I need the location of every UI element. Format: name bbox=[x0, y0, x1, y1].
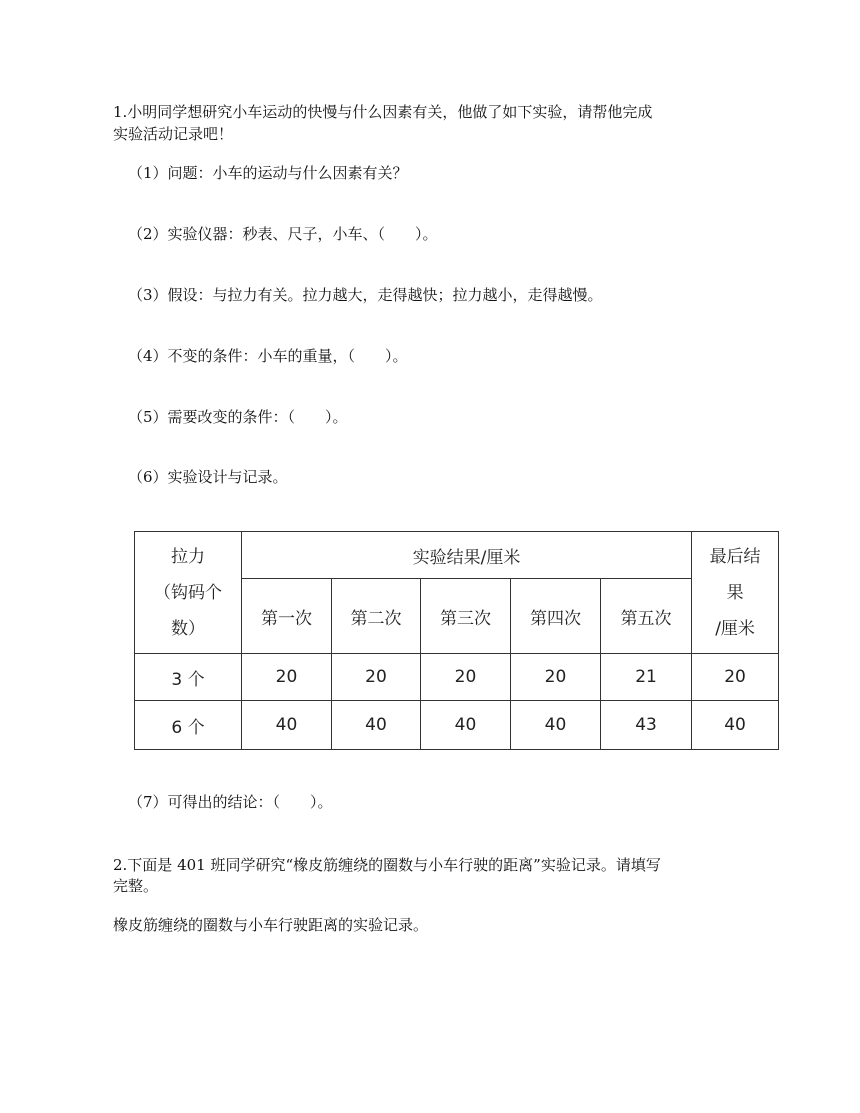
question-2-intro-line-1: 2.下面是 401 班同学研究“橡皮筋缠绕的圈数与小车行驶的距离”实验记录。请填写 bbox=[113, 856, 661, 874]
question-1-intro-line-2: 实验活动记录吧！ bbox=[113, 125, 234, 143]
header-results: 实验结果/厘米 bbox=[242, 532, 692, 579]
question-1-intro-line-1: 1.小明同学想研究小车运动的快慢与什么因素有关，他做了如下实验，请帮他完成 bbox=[113, 103, 653, 121]
row-value: 40 bbox=[511, 701, 601, 750]
header-force-line-2: （钩码个 bbox=[154, 582, 222, 603]
step-1-question: （1）问题：小车的运动与什么因素有关？ bbox=[128, 164, 408, 182]
header-final-line-2: 果 bbox=[726, 582, 744, 603]
header-trial-5: 第五次 bbox=[601, 579, 692, 654]
header-trial-2: 第二次 bbox=[332, 579, 421, 654]
header-force-line-3: 数） bbox=[171, 618, 205, 639]
header-trial-3: 第三次 bbox=[421, 579, 511, 654]
step-6-design-record: （6）实验设计与记录。 bbox=[128, 468, 288, 486]
row-final: 20 bbox=[692, 654, 779, 701]
row-value: 20 bbox=[332, 654, 421, 701]
table-row bbox=[135, 654, 779, 701]
header-final-line-3: /厘米 bbox=[715, 618, 755, 639]
row-value: 40 bbox=[242, 701, 332, 750]
row-force: 3 个 bbox=[135, 654, 242, 701]
header-final-line-1: 最后结 bbox=[709, 546, 761, 567]
header-trial-4: 第四次 bbox=[511, 579, 601, 654]
experiment-record-table bbox=[134, 531, 779, 750]
row-value: 43 bbox=[601, 701, 692, 750]
step-3-hypothesis: （3）假设：与拉力有关。拉力越大，走得越快；拉力越小，走得越慢。 bbox=[128, 286, 603, 304]
row-value: 21 bbox=[601, 654, 692, 701]
header-force-line-1: 拉力 bbox=[171, 546, 205, 567]
question-2-intro-line-2: 完整。 bbox=[113, 877, 159, 895]
step-5-changed-condition: （5）需要改变的条件：（ ）。 bbox=[128, 408, 348, 426]
row-final: 40 bbox=[692, 701, 779, 750]
header-final-result bbox=[692, 532, 779, 654]
header-force bbox=[135, 532, 242, 654]
row-value: 20 bbox=[511, 654, 601, 701]
row-value: 40 bbox=[421, 701, 511, 750]
question-2-caption: 橡皮筋缠绕的圈数与小车行驶距离的实验记录。 bbox=[113, 916, 429, 934]
step-4-constant-conditions: （4）不变的条件：小车的重量，（ ）。 bbox=[128, 347, 408, 365]
step-7-conclusion: （7）可得出的结论：（ ）。 bbox=[128, 793, 333, 811]
header-trial-1: 第一次 bbox=[242, 579, 332, 654]
row-value: 20 bbox=[421, 654, 511, 701]
row-force: 6 个 bbox=[135, 701, 242, 750]
row-value: 20 bbox=[242, 654, 332, 701]
row-value: 40 bbox=[332, 701, 421, 750]
step-2-instruments: （2）实验仪器：秒表、尺子，小车、（ ）。 bbox=[128, 225, 438, 243]
table-row bbox=[135, 701, 779, 750]
